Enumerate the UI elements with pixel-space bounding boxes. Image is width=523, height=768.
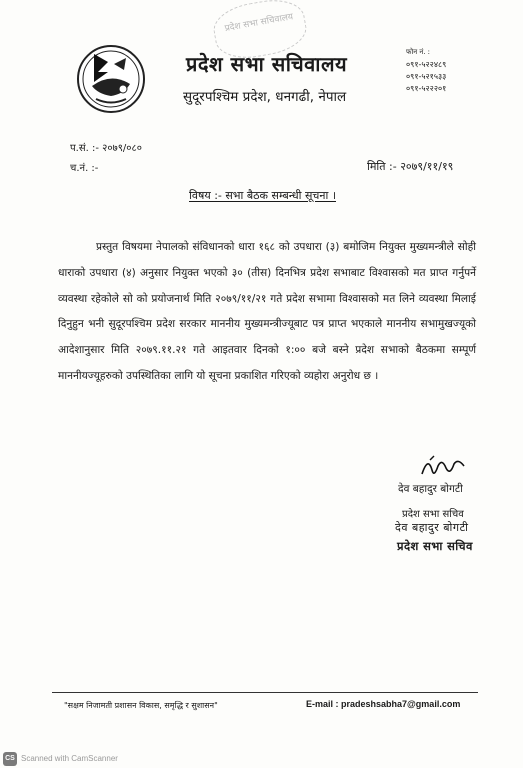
footer-motto: "सक्षम निजामती प्रशासन विकास, समृद्धि र सुशासन" (64, 701, 218, 710)
letter-date: मिति :- २०७९/११/१९ (367, 160, 454, 173)
signatory-position-stamp: प्रदेश सभा सचिव (397, 539, 473, 553)
signatory-position: प्रदेश सभा सचिव (402, 509, 464, 520)
dispatch-number: च.नं. :- (70, 163, 99, 174)
camscanner-icon: CS (3, 752, 17, 766)
phone-label: फोन नं. : (406, 48, 431, 56)
stamp-text: प्रदेश सभा सचिवालय (223, 12, 294, 35)
office-address: सुदूरपश्चिम प्रदेश, धनगढी, नेपाल (183, 89, 347, 105)
letter-body: प्रस्तुत विषयमा नेपालको संविधानको धारा १६८ को उपधारा (३) बमोजिम नियुक्त मुख्यमन्त्रीले सोही धाराको उपधारा (४) अनुसार नियुक्त भएको ३० (तीस) दिनभित्र प्रदेश सभाबाट विश्वासको मत प्राप्त गर्नुपर्ने व्यवस्था रहेकोले सो को प्रयोजनार्थ मिति २०७९/११/२१ गते प्रदेश सभामा विश्वासको मत लिने व्यवस्था मिलाई दिनुहुन भनी सुदूरपश्चिम प्रदेश सरकार माननीय मुख्यमन्त्रीज्यूबाट पत्र प्राप्त भएकाले माननीय सभामुखज्यूको आदेशानुसार मिति २०७९.११.२१ गते आइतवार दिनको १:०० बजे बस्ने प्रदेश सभाको बैठकमा सम्पूर्ण माननीयज्यूहरुको उपस्थितिका लागि यो सूचना प्रकाशित गरिएको व्यहोरा अनुरोध छ । (58, 241, 476, 382)
scanner-watermark (0, 749, 118, 768)
phone-number: ०९१-५२२२०१ (406, 84, 447, 93)
footer-divider (52, 692, 478, 693)
watermark-text: Scanned with CamScanner (21, 754, 118, 763)
footer-email: E-mail : pradeshsabha7@gmail.com (306, 699, 461, 709)
handwritten-signature (418, 452, 470, 482)
signatory-name: देव बहादुर बोगटी (398, 483, 463, 495)
nepal-emblem-icon (76, 44, 146, 114)
reference-number: प.सं. :- २०७९/०८० (70, 143, 142, 154)
office-title: प्रदेश सभा सचिवालय (186, 52, 348, 76)
phone-number: ०९१-५२२४८९ (406, 60, 447, 69)
phone-block (406, 46, 446, 95)
signatory-name-stamp: देव बहादुर बोगटी (395, 521, 469, 534)
phone-number: ०९१-५२१५३३ (406, 72, 447, 81)
letter-subject: विषय :- सभा बैठक सम्बन्धी सूचना । (189, 189, 336, 202)
